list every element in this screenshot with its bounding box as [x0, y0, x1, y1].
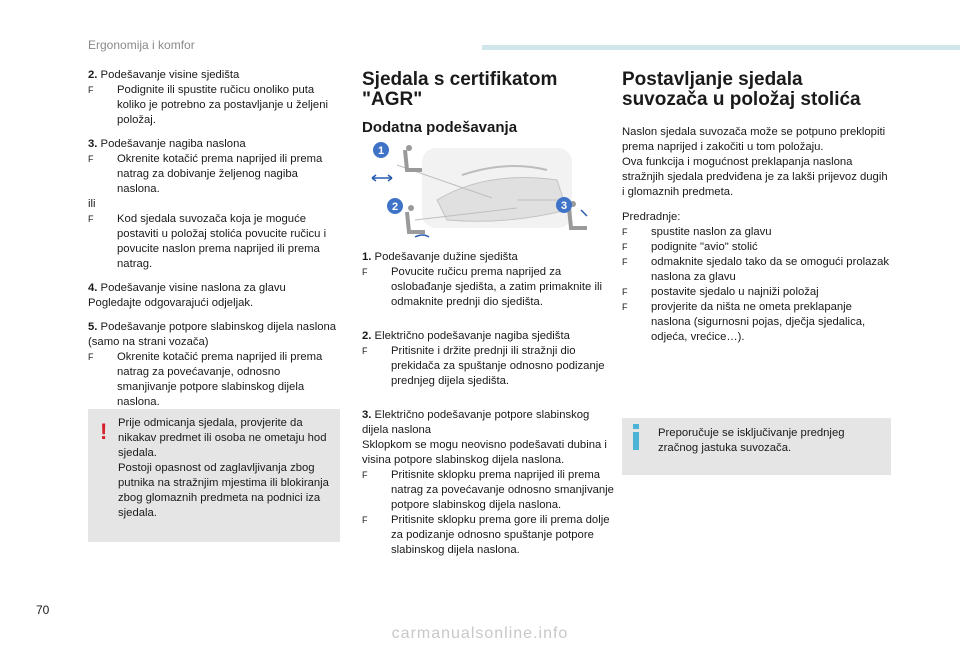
bullet-item: F Podignite ili spustite ručicu onoliko puta koliko je potrebno za postavljanje u željeni položaj. [88, 84, 329, 126]
prereq-label: Predradnje: [622, 211, 681, 223]
bullet-item: F provjerite da ništa ne ometa preklapanje naslona (sigurnosni pojas, dječja sjedalica, odjeća, vrećice…). [622, 301, 866, 343]
item-2-heading: 2. Električno podešavanje nagiba sjedišta [362, 330, 570, 342]
item-4-heading: 4. Podešavanje visine naslona za glavu Pogledajte odgovarajući odjeljak. [88, 282, 286, 309]
item-1-heading: 1. Podešavanje dužine sjedišta [362, 251, 518, 263]
bullet-item: F postavite sjedalo u najniži položaj [622, 286, 819, 298]
left-column [88, 68, 340, 410]
bullet-marker: F [88, 154, 94, 164]
info-box [622, 418, 891, 475]
callout-1-label: 1 [377, 145, 385, 157]
subheading: Dodatna podešavanja [362, 119, 518, 136]
bullet-marker: F [362, 515, 368, 525]
callout-3-label: 3 [560, 200, 568, 212]
middle-column-text [362, 250, 614, 558]
bullet-marker: F [88, 214, 94, 224]
bullet-item: F spustite naslon za glavu [622, 226, 772, 238]
bullet-item: F Okrenite kotačić prema naprijed ili prema natrag za povećavanje, odnosno smanjivanje potpore slabinskog dijela naslona. [88, 351, 323, 408]
info-text: Preporučuje se isključivanje prednjeg zračnog jastuka suvozača. [658, 427, 845, 454]
item-3-heading: 3. Električno podešavanje potpore slabinskog dijela naslona [362, 409, 590, 436]
bullet-marker: F [362, 346, 368, 356]
page-number: 70 [36, 603, 50, 617]
info-icon [630, 424, 642, 450]
item-2-heading: 2. Podešavanje visine sjedišta [88, 69, 240, 81]
header-accent-bar [482, 45, 960, 50]
bullet-item: F podignite "avio" stolić [622, 241, 758, 253]
bullet-item: F Pritisnite sklopku prema naprijed ili prema natrag za povećavanje odnosno smanjivanje potpore slabinskog dijela naslona. [362, 469, 614, 511]
bullet-item: F Kod sjedala suvozača koja je moguće postaviti u položaj stolića povucite ručicu i povucite naslon prema naprijed ili prema natrag. [88, 213, 327, 270]
bullet-item: F Okrenite kotačić prema naprijed ili prema natrag za dobivanje željenog nagiba naslona. [88, 153, 323, 195]
warning-box [88, 409, 340, 542]
watermark: carmanualsonline.info [391, 625, 569, 642]
bullet-marker: F [362, 470, 368, 480]
or-text: ili [88, 198, 96, 210]
bullet-marker: F [362, 267, 368, 277]
section-heading-agr: Sjedala s certifikatom "AGR" [362, 69, 558, 110]
bullet-marker: F [622, 302, 628, 312]
bullet-marker: F [622, 257, 628, 267]
bullet-marker: F [622, 242, 628, 252]
exclamation-icon: ! [100, 419, 108, 444]
bullet-marker: F [622, 287, 628, 297]
section-heading-table-position: Postavljanje sjedala suvozača u položaj stolića [622, 69, 861, 110]
middle-column [362, 70, 612, 135]
right-column [622, 70, 892, 345]
seat-adjustment-illustration [367, 140, 594, 245]
item-5-sub: (samo na strani vozača) [88, 336, 209, 348]
bullet-marker: F [88, 352, 94, 362]
bullet-item: F Pritisnite i držite prednji ili stražnji dio prekidača za spuštanje odnosno podizanje prednjeg dijela sjedišta. [362, 345, 605, 387]
item-5-heading: 5. Podešavanje potpore slabinskog dijela naslona [88, 321, 337, 333]
bullet-marker: F [88, 85, 94, 95]
bullet-item: F odmaknite sjedalo tako da se omogući prolazak naslona za glavu [622, 256, 890, 283]
bullet-item: F Pritisnite sklopku prema gore ili prema dolje za podizanje odnosno spuštanje potpore slabinskog dijela naslona. [362, 514, 610, 556]
item-3-heading: 3. Podešavanje nagiba naslona [88, 138, 246, 150]
item-3-description: Sklopkom se mogu neovisno podešavati dubina i visina potpore slabinskog dijela naslona. [362, 439, 607, 466]
bullet-marker: F [622, 227, 628, 237]
callout-2-label: 2 [391, 201, 399, 213]
section-title: Ergonomija i komfor [88, 38, 195, 52]
intro-text: Naslon sjedala suvozača može se potpuno preklopiti prema naprijed i zakočiti u tom položaju. Ova funkcija i mogućnost preklapanja naslona stražnjih sjedala predviđena je za lakši prijevoz dugih i glomaznih predmeta. [622, 126, 888, 198]
warning-text: Prije odmicanja sjedala, provjerite da nikakav predmet ili osoba ne ometaju hod sjedala. Postoji opasnost od zaglavljivanja zbog putnika na stražnjim mjestima ili blokiranja zbog glomaznih predmeta na podnici iza sjedala. [118, 417, 329, 519]
bullet-item: F Povucite ručicu prema naprijed za oslobađanje sjedišta, a zatim primaknite ili odmaknite prednji dio sjedišta. [362, 266, 602, 308]
